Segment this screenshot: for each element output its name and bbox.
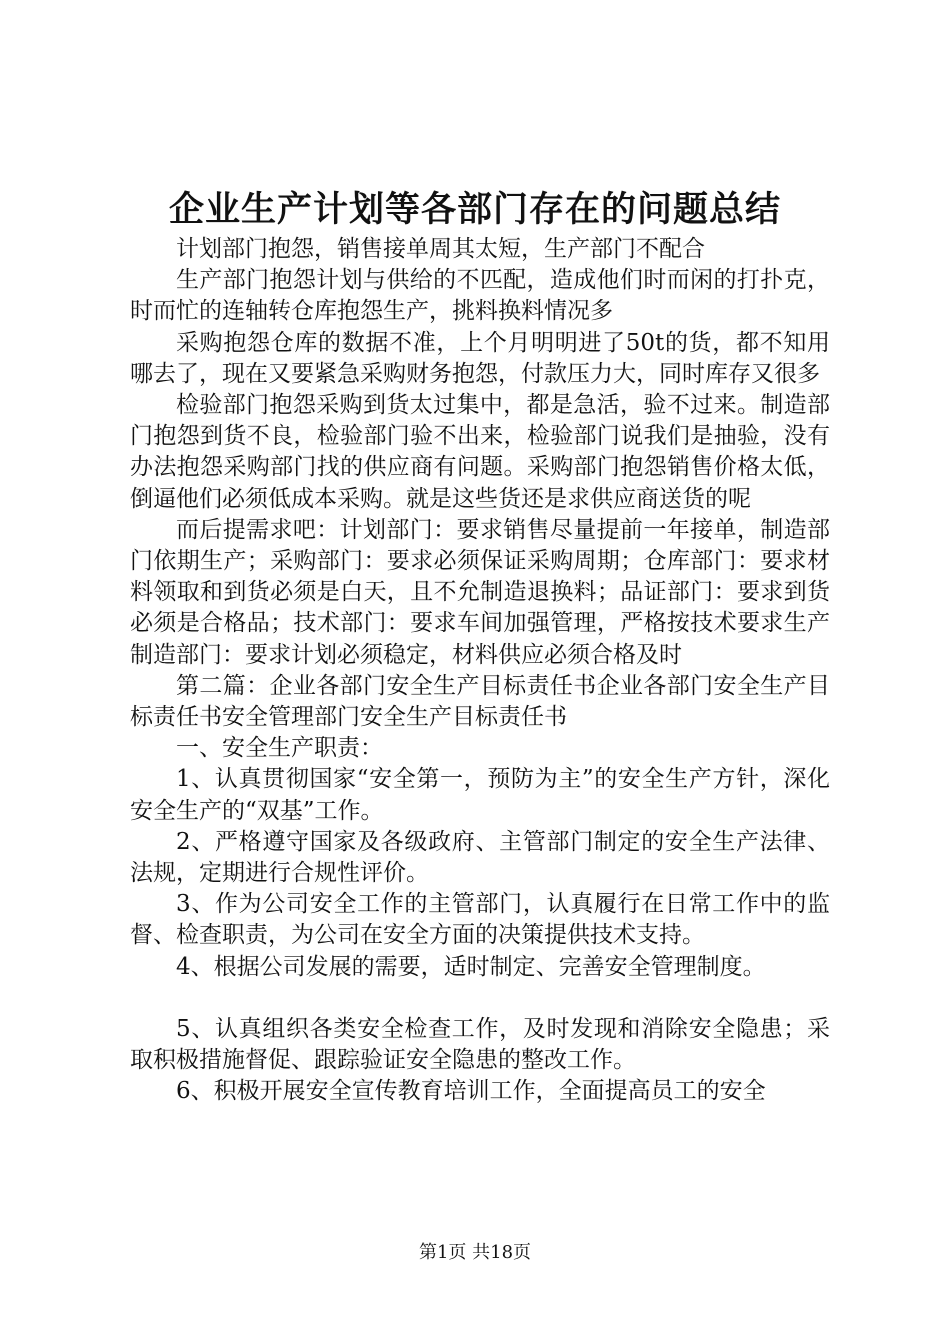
document-title: 企业生产计划等各部门存在的问题总结 (168, 189, 781, 230)
blank-line (130, 983, 830, 1014)
paragraph: 检验部门抱怨采购到货太过集中，都是急活，验不过来。制造部门抱怨到货不良，检验部门验不出来，检验部门说我们是抽验，没有办法抱怨采购部门找的供应商有问题。采购部门抱怨销售价格太低，倒逼他们必须低成本采购。就是这些货还是求供应商送货的呢 (130, 392, 830, 512)
list-item: 6、积极开展安全宣传教育培训工作，全面提高员工的安全 (176, 1078, 766, 1105)
list-item: 4、根据公司发展的需要，适时制定、完善安全管理制度。 (176, 953, 766, 980)
section-heading: 一、安全生产职责： (176, 735, 383, 762)
list-item: 3、作为公司安全工作的主管部门，认真履行在日常工作中的监督、检查职责，为公司在安全方面的决策提供技术支持。 (130, 891, 830, 949)
paragraph: 计划部门抱怨，销售接单周其太短，生产部门不配合 (176, 236, 705, 262)
paragraph: 采购抱怨仓库的数据不准，上个月明明进了50t的货，都不知用哪去了，现在又要紧急采购财务抱怨，付款压力大，同时库存又很多 (130, 329, 830, 387)
list-item: 1、认真贯彻国家“安全第一，预防为主”的安全生产方针，深化安全生产的“双基”工作。 (130, 766, 830, 824)
paragraph: 而后提需求吧：计划部门：要求销售尽量提前一年接单，制造部门依期生产；采购部门：要求必须保证采购周期；仓库部门：要求材料领取和到货必须是白天，且不允制造退换料；品证部门：要求到货必须是合格品；技术部门：要求车间加强管理，严格按技术要求生产制造部门：要求计划必须稳定，材料供应必须合格及时 (130, 516, 830, 668)
page-footer: 第1页 共18页 (418, 1242, 532, 1263)
paragraph: 生产部门抱怨计划与供给的不匹配，造成他们时而闲的打扑克，时而忙的连轴转仓库抱怨生产，挑料换料情况多 (130, 267, 830, 325)
list-item: 5、认真组织各类安全检查工作，及时发现和消除安全隐患；采取积极措施督促、跟踪验证安全隐患的整改工作。 (130, 1016, 830, 1074)
document-body (130, 234, 830, 1108)
paragraph: 第二篇：企业各部门安全生产目标责任书企业各部门安全生产目标责任书安全管理部门安全生产目标责任书 (130, 672, 830, 731)
list-item: 2、严格遵守国家及各级政府、主管部门制定的安全生产法律、法规，定期进行合规性评价。 (130, 828, 830, 887)
